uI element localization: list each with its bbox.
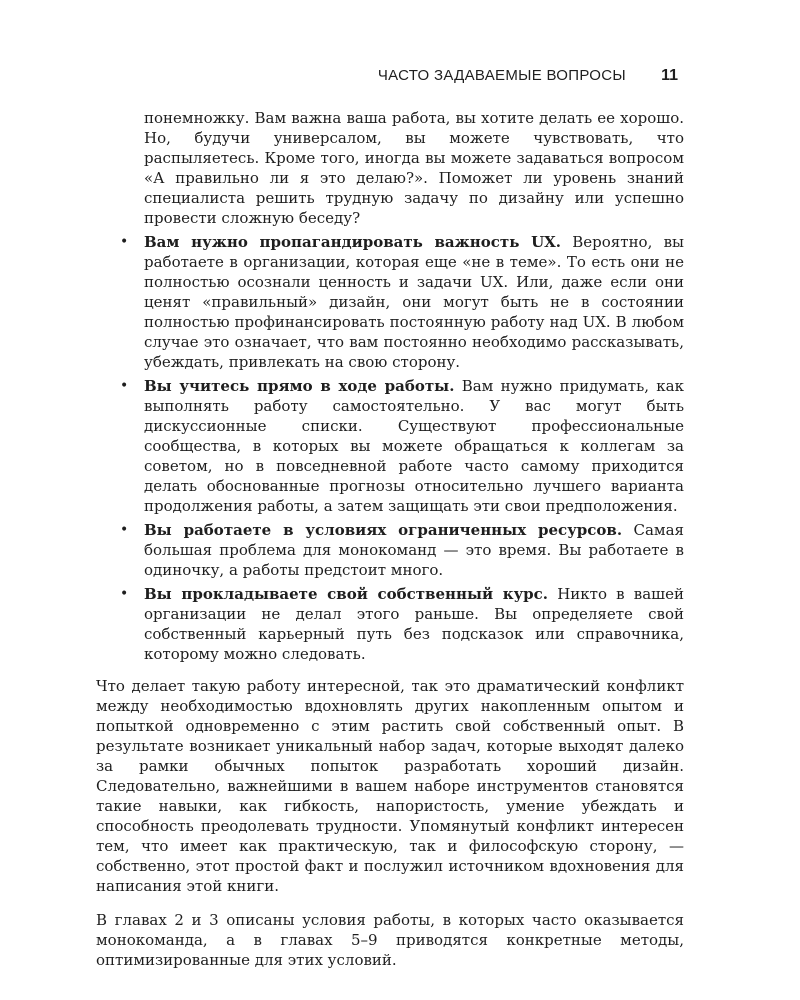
body-paragraph: В главах 2 и 3 описаны условия работы, в которых часто оказывается монокоманда, а в главах 5–9 приводятся конкретные методы, оптимизированные для этих условий. <box>96 911 684 969</box>
list-item <box>96 376 684 516</box>
list-item-lead: Вы прокладываете свой собственный курс. <box>144 585 549 603</box>
bullet-marker: • <box>120 378 129 394</box>
body-paragraph: Что делает такую работу интересной, так это драматический конфликт между необходимостью вдохновлять других накопленным опытом и попыткой одновременно с этим растить свой собственный опыт. В результате возникает уникальный набор задач, которые выходят далеко за рамки обычных попыток разработать хороший дизайн. Следовательно, важнейшими в вашем наборе инструментов становятся такие навыки, как гибкость, напористость, умение убеждать и способность преодолевать трудности. Упомянутый конфликт интересен тем, что имеет как практическую, так и философскую сторону, — собственно, этот простой факт и послужил источником вдохновения для написания этой книги. <box>96 677 684 895</box>
list-item-text: Самая большая проблема для монокоманд — это время. Вы работаете в одиночку, а работы предстоит много. <box>144 521 685 579</box>
list-item-text: Вероятно, вы работаете в организации, которая еще «не в теме». То есть они не полностью осознали ценность и задачи UX. Или, даже если они ценят «правильный» дизайн, они могут быть не в состоянии полностью профинансировать постоянную работу над UX. В любом случае это означает, что вам постоянно необходимо рассказывать, убеждать, привлекать на свою сторону. <box>144 233 684 371</box>
list-item-lead: Вам нужно пропагандировать важность UX. <box>144 233 562 251</box>
page-header <box>96 64 684 88</box>
list-item-text: Вам нужно придумать, как выполнять работу самостоятельно. У вас могут быть дискуссионные списки. Существуют профессиональные сообщества, в которых вы можете обращаться к коллегам за советом, но в повседневной работе часто самому приходится делать обоснованные прогнозы относительно лучшего варианта продолжения работы, а затем защищать эти свои предположения. <box>144 377 684 515</box>
bullet-marker: • <box>120 586 129 602</box>
bullet-list <box>96 232 684 664</box>
list-item <box>96 520 684 580</box>
list-item-lead: Вы учитесь прямо в ходе работы. <box>144 377 455 395</box>
list-item-lead: Вы работаете в условиях ограниченных ресурсов. <box>144 521 623 539</box>
list-item <box>96 232 684 372</box>
bullet-marker: • <box>120 234 129 250</box>
page-body <box>96 108 684 970</box>
page-number: 11 <box>661 67 678 84</box>
bullet-marker: • <box>120 522 129 538</box>
running-title: ЧАСТО ЗАДАВАЕМЫЕ ВОПРОСЫ <box>377 67 626 84</box>
continued-paragraph: понемножку. Вам важна ваша работа, вы хотите делать ее хорошо. Но, будучи универсалом, вы можете чувствовать, что распыляетесь. Кроме того, иногда вы можете задаваться вопросом «А правильно ли я это делаю?». Поможет ли уровень знаний специалиста решить трудную задачу по дизайну или успешно провести сложную беседу? <box>144 109 684 227</box>
list-item <box>96 584 684 664</box>
list-item-text: Никто в вашей организации не делал этого раньше. Вы определяете свой собственный карьерный путь без подсказок или справочника, которому можно следовать. <box>144 585 684 663</box>
